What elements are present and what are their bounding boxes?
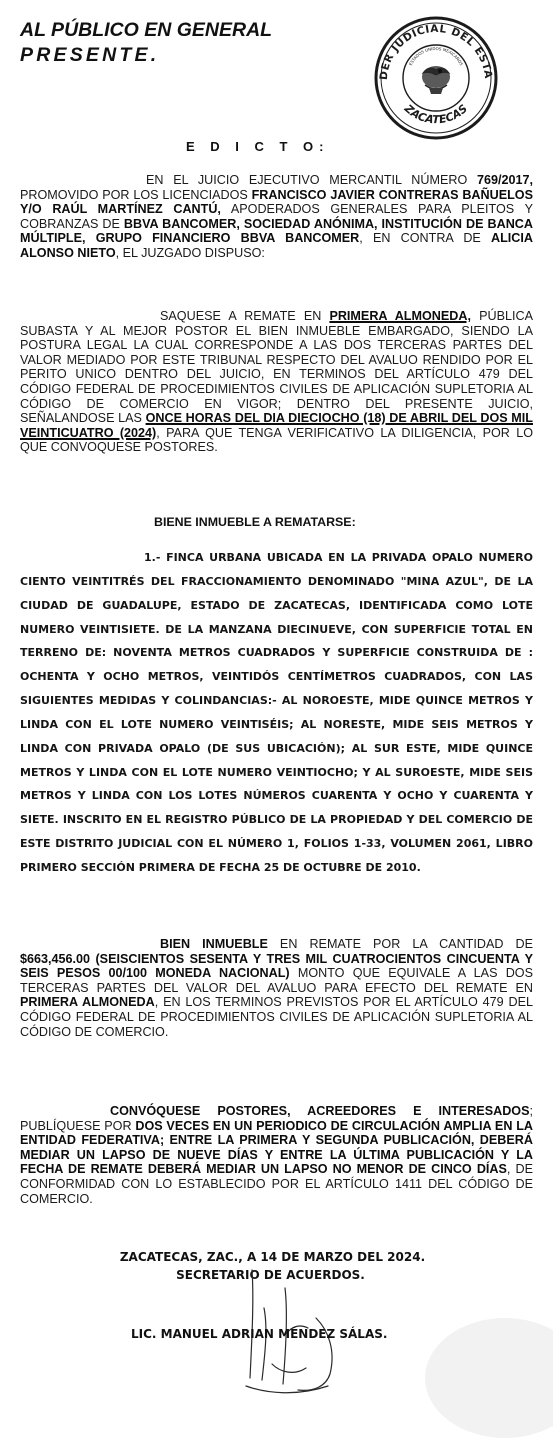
case-number: 769/2017, — [476, 173, 533, 187]
defendant-name: ALICIA ALONSO NIETO — [20, 231, 533, 260]
amount-auction-round: PRIMERA ALMONEDA — [20, 995, 155, 1010]
paragraph-auction — [20, 309, 533, 455]
hearing-datetime: ONCE HORAS DEL DIA DIECIOCHO (18) DE ABRIL DEL DOS MIL VEINTICUATRO (2024) — [20, 411, 533, 440]
court-seal-graphic — [373, 15, 499, 141]
publication-text-2: , DE CONFORMIDAD CON LO ESTABLECIDO POR EL ARTÍCULO 1411 DEL CÓDIGO DE COMERCIO. — [20, 1162, 533, 1206]
amount-text-2: MONTO QUE EQUIVALE A LAS DOS TERCERAS PARTES DEL VALOR DEL AVALUO PARA EFECTO DEL REMATE EN — [20, 966, 533, 995]
court-seal — [373, 15, 499, 141]
property-heading: BIENE INMUEBLE A REMATARSE: — [154, 515, 356, 529]
paragraph-amount — [20, 937, 533, 1039]
amount-text-1: EN REMATE POR LA CANTIDAD DE — [267, 937, 533, 951]
amount-text-3: , EN LOS TERMINOS PREVISTOS POR EL ARTÍCULO 479 DEL CÓDIGO FEDERAL DE PROCEDIMIENTOS CIVILES DE APLICACIÓN SUPLETORIA AL CÓDIGO DE COMERCIO. — [20, 995, 533, 1039]
case-text-4: , EN CONTRA DE — [359, 231, 492, 246]
property-description-text: 1.- FINCA URBANA UBICADA EN LA PRIVADA OPALO NUMERO CIENTO VEINTITRÉS DEL FRACCIONAMIENTO DENOMINADO "MINA AZUL", DE LA CIUDAD DE GUADALUPE, ESTADO DE ZACATECAS, IDENTIFICADA COMO LOTE NUMERO VEINTISIETE. DE LA MANZANA DIECINUEVE, CON SUPERFICIE TOTAL EN TERRENO DE: NOVENTA METROS CUADRADOS Y SUPERFICIE CONSTRUIDA DE : OCHENTA Y OCHO METROS, VEINTIDÓS CENTÍMETROS CUADRADOS, CON LAS SIGUIENTES MEDIDAS Y COLINDANCIAS:- AL NOROESTE, MIDE QUINCE METROS Y LINDA CON EL LOTE NUMERO VEINTISÉIS; AL NORESTE, MIDE SEIS METROS Y LINDA CON PRIVADA OPALO (DE SUS UBICACIÓN); AL SUR ESTE, MIDE QUINCE METROS Y LINDA CON EL LOTE NUMERO VEINTIOCHO; Y AL SUROESTE, MIDE SEIS METROS Y LINDA CON LOS LOTES NÚMEROS CUARENTA Y OCHO Y CUARENTA Y SIETE. INSCRITO EN EL REGISTRO PÚBLICO DE LA PROPIEDAD Y DEL COMERCIO DE ESTE DISTRITO JUDICIAL CON EL NÚMERO 1, FOLIOS 1-33, VOLUMEN 2061, LIBRO PRIMERO SECCIÓN PRIMERA DE FECHA 25 DE OCTUBRE DE 2010. — [20, 551, 533, 874]
eagle-emblem-icon — [422, 66, 450, 94]
case-text-5: , EL JUZGADO DISPUSO: — [115, 245, 265, 260]
addressee-line-present: PRESENTE. — [20, 44, 160, 66]
svg-text:ZACATECAS — [401, 101, 470, 126]
amount-lead: BIEN INMUEBLE — [160, 937, 268, 951]
case-text-1: EN EL JUICIO EJECUTIVO MERCANTIL NÚMERO — [146, 173, 477, 187]
publication-lead: CONVÓQUESE POSTORES, ACREEDORES E INTERESADOS — [110, 1104, 530, 1118]
document-title: E D I C T O: — [186, 139, 330, 154]
secretary-title: SECRETARIO DE ACUERDOS. — [176, 1268, 365, 1282]
auction-text-2: PÚBLICA SUBASTA Y AL MEJOR POSTOR EL BIEN INMUEBLE EMBARGADO, SIENDO LA POSTURA LEGAL LA CUAL CORRESPONDE A LAS DOS TERCERAS PARTES DEL VALOR MEDIADO POR ESTE TRIBUNAL RESPECTO DEL AVALUO RENDIDO POR EL PERITO UNICO DENTRO DEL JUICIO, EN TERMINOS DEL ARTÍCULO 479 DEL CÓDIGO FEDERAL DE PROCEDIMIENTOS CIVILES DE APLICACIÓN SUPLETORIA AL CÓDIGO DE COMERCIO EN VIGOR; DENTRO DEL PRESENTE JUICIO, SEÑALANDOSE LAS — [20, 309, 533, 426]
paragraph-case — [20, 173, 533, 261]
city-date: ZACATECAS, ZAC., A 14 DE MARZO DEL 2024. — [119, 1250, 426, 1264]
auction-text-1: SAQUESE A REMATE EN — [160, 309, 330, 323]
lawyer-names: FRANCISCO JAVIER CONTRERAS BAÑUELOS Y/O RAÚL MARTÍNEZ CANTÚ, — [20, 187, 533, 217]
case-text-2: PROMOVIDO POR LOS LICENCIADOS — [20, 187, 252, 202]
auction-amount: $663,456.00 (SEISCIENTOS SESENTA Y TRES MIL CUATROCIENTOS CINCUENTA Y SEIS PESOS 00/100 MONEDA NACIONAL) — [20, 951, 533, 981]
seal-bottom-text: ZACATECAS — [401, 102, 471, 127]
svg-text:ESTADOS UNIDOS MEXICANOS — [408, 46, 464, 67]
paragraph-publication — [20, 1104, 533, 1206]
addressee-line-public: AL PÚBLICO EN GENERAL — [20, 19, 273, 41]
seal-inner-text: ESTADOS UNIDOS MEXICANOS — [407, 45, 465, 67]
auction-text-3: , PARA QUE TENGA VERIFICATIVO LA DILIGENCIA, POR LO QUE CONVOQUESE POSTORES. — [20, 425, 533, 455]
auction-round: PRIMERA ALMONEDA, — [329, 309, 471, 323]
case-text-3: APODERADOS GENERALES PARA PLEITOS Y COBRANZAS DE — [20, 202, 533, 231]
publication-terms: DOS VECES EN UN PERIODICO DE CIRCULACIÓN AMPLIA EN LA ENTIDAD FEDERATIVA; ENTRE LA PRIMERA Y SEGUNDA PUBLICACIÓN, DEBERÁ MEDIAR UN LAPSO DE NUEVE DÍAS Y ENTRE LA ÚLTIMA PUBLICACIÓN Y LA FECHA DE REMATE DEBERÁ MEDIAR UN LAPSO NO MENOR DE CINCO DÍAS — [20, 1118, 533, 1177]
plaintiff-name: BBVA BANCOMER, SOCIEDAD ANÓNIMA, INSTITUCIÓN DE BANCA MÚLTIPLE, GRUPO FINANCIERO BBVA BANCOMER — [20, 216, 533, 246]
signer-name: LIC. MANUEL ADRIAN MÉNDEZ SÁLAS. — [131, 1327, 388, 1341]
property-description — [20, 546, 533, 880]
addressee — [20, 18, 272, 68]
publication-text-1: ; PUBLÍQUESE POR — [20, 1104, 533, 1133]
page-stain — [425, 1318, 553, 1438]
seal-outer-text: DER JUDICIAL DEL ESTA — [377, 22, 495, 81]
